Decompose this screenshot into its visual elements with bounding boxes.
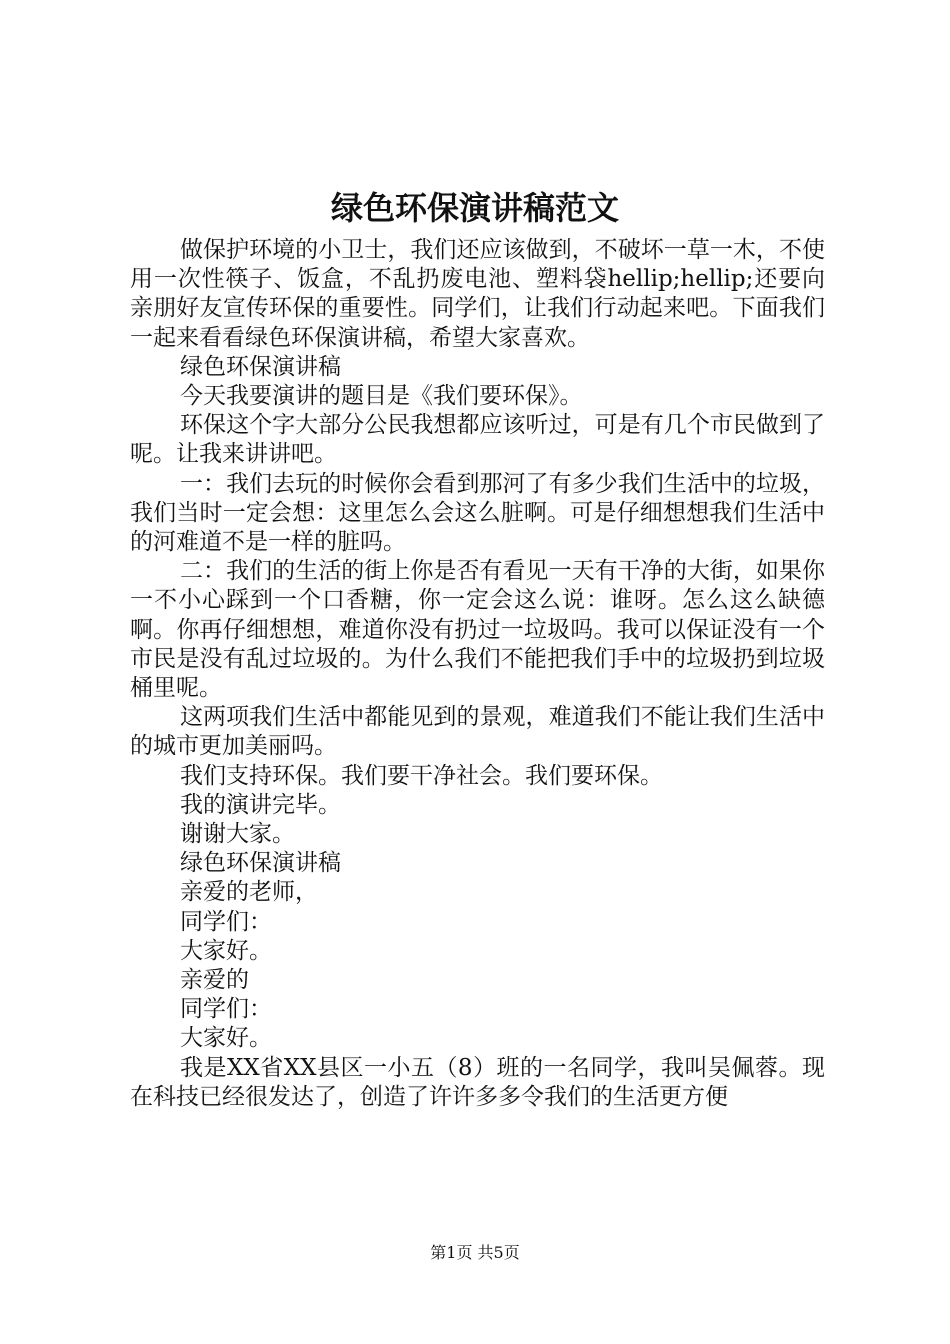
paragraph: 谢谢大家。 bbox=[180, 821, 295, 848]
paragraph: 今天我要演讲的题目是《我们要环保》。 bbox=[180, 383, 583, 410]
document-title: 绿色环保演讲稿范文 bbox=[330, 189, 619, 227]
paragraph: 大家好。 bbox=[180, 937, 272, 964]
paragraph: 我的演讲完毕。 bbox=[180, 791, 341, 818]
paragraph: 绿色环保演讲稿 bbox=[180, 850, 341, 877]
paragraph: 同学们： bbox=[180, 908, 272, 935]
paragraph: 我们支持环保。我们要干净社会。我们要环保。 bbox=[180, 762, 663, 789]
paragraph: 做保护环境的小卫士，我们还应该做到，不破坏一草一木，不使用一次性筷子、饭盒，不乱扔废电池、塑料袋hellip;hellip;还要向亲朋好友宣传环保的重要性。同学们，让我们行动起来吧。下面我们一起来看看绿色环保演讲稿，希望大家喜欢。 bbox=[130, 237, 825, 351]
paragraph: 亲爱的老师， bbox=[180, 879, 318, 906]
paragraph: 这两项我们生活中都能见到的景观，难道我们不能让我们生活中的城市更加美丽吗。 bbox=[130, 704, 825, 760]
paragraph: 一：我们去玩的时候你会看到那河了有多少我们生活中的垃圾，我们当时一定会想：这里怎么会这么脏啊。可是仔细想想我们生活中的河难道不是一样的脏吗。 bbox=[130, 470, 825, 556]
paragraph: 大家好。 bbox=[180, 1025, 272, 1052]
paragraph: 绿色环保演讲稿 bbox=[180, 353, 341, 380]
paragraph: 同学们： bbox=[180, 996, 272, 1023]
paragraph: 二：我们的生活的街上你是否有看见一天有干净的大街，如果你一不小心踩到一个口香糖，你一定会这么说：谁呀。怎么这么缺德啊。你再仔细想想，难道你没有扔过一垃圾吗。我可以保证没有一个市民是没有乱过垃圾的。为什么我们不能把我们手中的垃圾扔到垃圾桶里呢。 bbox=[130, 558, 825, 702]
paragraph: 环保这个字大部分公民我想都应该听过，可是有几个市民做到了呢。让我来讲讲吧。 bbox=[130, 412, 825, 468]
paragraph: 我是XX省XX县区一小五（8）班的一名同学，我叫吴佩蓉。现在科技已经很发达了，创造了许许多多令我们的生活更方便 bbox=[130, 1054, 825, 1110]
document-body bbox=[130, 236, 825, 1112]
paragraph: 亲爱的 bbox=[180, 967, 249, 994]
page-footer: 第1页 共5页 bbox=[430, 1243, 520, 1262]
